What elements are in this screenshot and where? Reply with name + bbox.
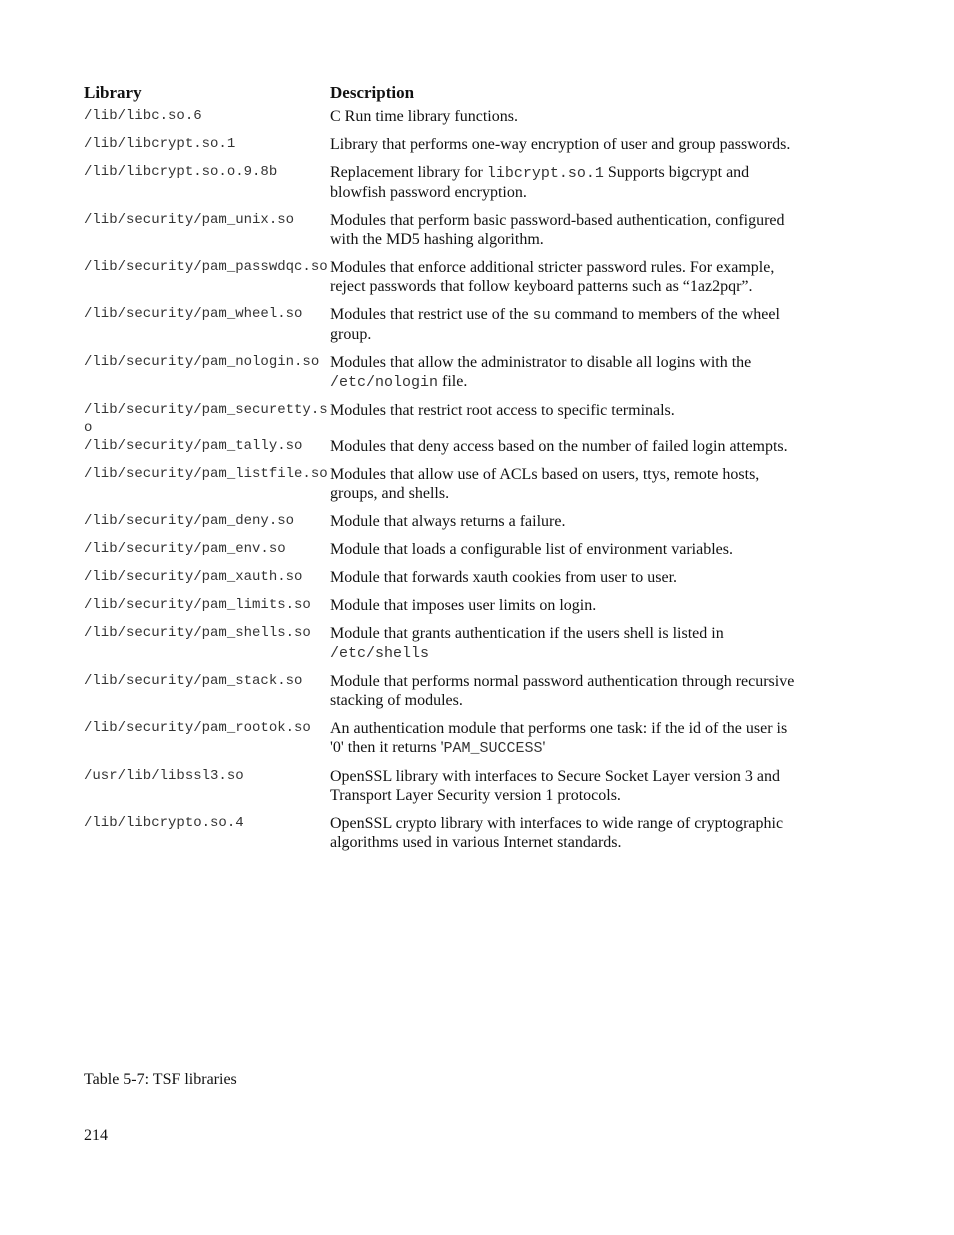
description-text: An authentication module that performs one task: if the id of the user is '0' then it returns ' bbox=[330, 720, 788, 756]
description-text: Library that performs one-way encryption of user and group passwords. bbox=[330, 136, 791, 153]
description-text: file. bbox=[438, 373, 468, 390]
table-row bbox=[84, 107, 800, 135]
inline-code: /etc/shells bbox=[330, 645, 430, 662]
library-description bbox=[330, 540, 800, 568]
library-path: /lib/libc.so.6 bbox=[84, 108, 202, 124]
library-description bbox=[330, 353, 800, 401]
library-description bbox=[330, 465, 800, 512]
library-path: /lib/security/pam_nologin.so bbox=[84, 354, 320, 370]
description-text: Modules that allow use of ACLs based on users, ttys, remote hosts, groups, and shells. bbox=[330, 466, 760, 502]
description-text: Module that loads a configurable list of environment variables. bbox=[330, 541, 733, 558]
library-path: /lib/security/pam_xauth.so bbox=[84, 569, 303, 585]
description-text: OpenSSL library with interfaces to Secure Socket Layer version 3 and Transport Layer Security version 1 protocols. bbox=[330, 768, 780, 804]
description-text: Module that grants authentication if the users shell is listed in bbox=[330, 625, 724, 642]
description-text: Module that always returns a failure. bbox=[330, 513, 566, 530]
table-row bbox=[84, 437, 800, 465]
library-description bbox=[330, 305, 800, 353]
description-text: Module that forwards xauth cookies from user to user. bbox=[330, 569, 678, 586]
description-text: Module that imposes user limits on login. bbox=[330, 597, 597, 614]
description-column-header: Description bbox=[330, 83, 415, 102]
table-row bbox=[84, 353, 800, 401]
description-text: ' bbox=[542, 739, 546, 756]
library-description bbox=[330, 107, 800, 135]
library-description bbox=[330, 437, 800, 465]
inline-code: su bbox=[532, 307, 551, 324]
table-row bbox=[84, 719, 800, 767]
library-path: /lib/security/pam_listfile.so bbox=[84, 466, 328, 482]
library-description bbox=[330, 814, 800, 861]
table-row bbox=[84, 211, 800, 258]
table-row bbox=[84, 624, 800, 672]
table-row bbox=[84, 767, 800, 814]
library-column-header: Library bbox=[84, 83, 142, 102]
inline-code: /etc/nologin bbox=[330, 374, 439, 391]
table-row bbox=[84, 258, 800, 305]
description-text: C Run time library functions. bbox=[330, 108, 518, 125]
library-path: /lib/security/pam_tally.so bbox=[84, 438, 303, 454]
library-path: /lib/security/pam_deny.so bbox=[84, 513, 295, 529]
description-text: Modules that perform basic password-based authentication, configured with the MD5 hashing algorithm. bbox=[330, 212, 785, 248]
library-description bbox=[330, 719, 800, 767]
library-description bbox=[330, 672, 800, 719]
table-row bbox=[84, 465, 800, 512]
library-path: /lib/security/pam_shells.so bbox=[84, 625, 311, 641]
table-row bbox=[84, 568, 800, 596]
library-path: /lib/security/pam_unix.so bbox=[84, 212, 295, 228]
library-description bbox=[330, 512, 800, 540]
table-row bbox=[84, 401, 800, 437]
table-row bbox=[84, 672, 800, 719]
library-description bbox=[330, 568, 800, 596]
library-path: /lib/libcrypt.so.1 bbox=[84, 136, 236, 152]
library-path: /lib/security/pam_rootok.so bbox=[84, 720, 311, 736]
library-path: /lib/security/pam_wheel.so bbox=[84, 306, 303, 322]
library-path: /lib/libcrypt.so.o.9.8b bbox=[84, 164, 278, 180]
table-row bbox=[84, 814, 800, 861]
library-description bbox=[330, 624, 800, 672]
description-text: Module that performs normal password authentication through recursive stacking of modules. bbox=[330, 673, 795, 709]
library-description bbox=[330, 767, 800, 814]
library-path: /usr/lib/libssl3.so bbox=[84, 768, 244, 784]
library-path: /lib/security/pam_passwdqc.so bbox=[84, 259, 328, 275]
inline-code: libcrypt.so.1 bbox=[486, 165, 604, 182]
library-path: /lib/security/pam_env.so bbox=[84, 541, 286, 557]
library-description bbox=[330, 135, 800, 163]
table-header bbox=[84, 83, 800, 107]
description-text: OpenSSL crypto library with interfaces to wide range of cryptographic algorithms used in various Internet standards. bbox=[330, 815, 784, 851]
table-row bbox=[84, 305, 800, 353]
table-row bbox=[84, 135, 800, 163]
table-row bbox=[84, 596, 800, 624]
table-body bbox=[84, 107, 800, 861]
table-row bbox=[84, 540, 800, 568]
description-text: Modules that allow the administrator to disable all logins with the bbox=[330, 354, 752, 371]
library-path: /lib/security/pam_limits.so bbox=[84, 597, 311, 613]
library-description bbox=[330, 596, 800, 624]
description-text: Replacement library for bbox=[330, 164, 487, 181]
description-text: Modules that enforce additional stricter password rules. For example, reject passwords that follow keyboard patterns such as “1az2pqr”. bbox=[330, 259, 775, 295]
table-row bbox=[84, 512, 800, 540]
inline-code: PAM_SUCCESS bbox=[443, 740, 543, 757]
library-path: /lib/security/pam_securetty.so bbox=[84, 402, 328, 436]
table-caption: Table 5-7: TSF libraries bbox=[84, 1071, 237, 1088]
library-description bbox=[330, 258, 800, 305]
description-text: Modules that deny access based on the number of failed login attempts. bbox=[330, 438, 788, 455]
table-row bbox=[84, 163, 800, 211]
description-text: Supports bigcrypt and blowfish password encryption. bbox=[330, 164, 750, 201]
library-path: /lib/libcrypto.so.4 bbox=[84, 815, 244, 831]
library-description bbox=[330, 401, 800, 437]
library-description bbox=[330, 211, 800, 258]
page-number: 214 bbox=[84, 1127, 108, 1144]
library-table-section bbox=[84, 83, 800, 861]
libraries-table bbox=[84, 107, 800, 861]
description-text: Modules that restrict use of the bbox=[330, 306, 533, 323]
description-text: Modules that restrict root access to specific terminals. bbox=[330, 402, 675, 419]
library-description bbox=[330, 163, 800, 211]
library-path: /lib/security/pam_stack.so bbox=[84, 673, 303, 689]
description-text: command to members of the wheel group. bbox=[330, 306, 780, 343]
